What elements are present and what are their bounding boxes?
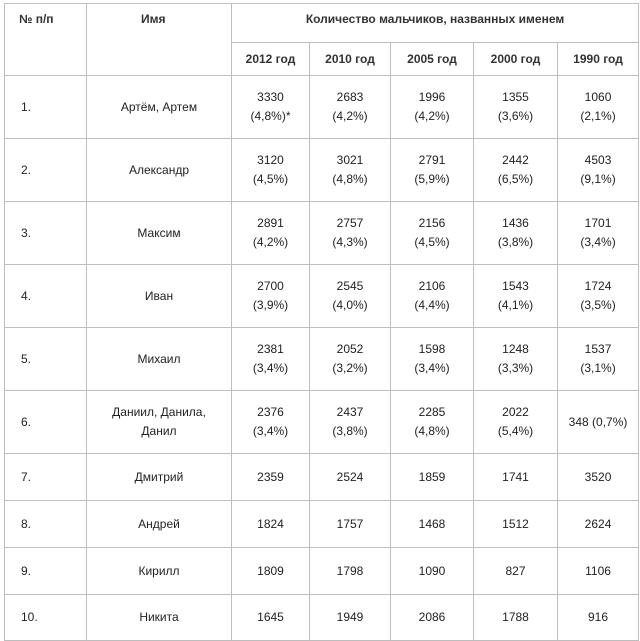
count-cell — [232, 139, 310, 202]
count-value: 2757 — [336, 216, 364, 230]
name-cell — [87, 328, 232, 391]
header-name: Имя — [87, 4, 232, 76]
count-cell — [391, 265, 474, 328]
table-row — [5, 328, 639, 391]
count-percent: (3,4%) — [252, 424, 289, 438]
count-value: 1436 — [502, 216, 529, 230]
count-value: 2683 — [336, 90, 364, 104]
count-value: 2359 — [257, 469, 284, 484]
count-cell — [310, 548, 391, 595]
count-percent: (2,1%) — [580, 109, 616, 123]
count-value: 1645 — [257, 610, 284, 624]
count-cell — [310, 501, 391, 548]
name-text: Никита — [139, 610, 179, 624]
name-cell — [87, 265, 232, 328]
count-value: 1741 — [502, 469, 529, 484]
count-percent: (3,2%) — [332, 361, 368, 375]
count-percent: (3,8%) — [497, 235, 534, 249]
row-number: 6. — [5, 391, 87, 454]
count-cell — [391, 548, 474, 595]
count-percent: (4,8%) — [332, 172, 368, 186]
header-group: Количество мальчиков, названных именем — [232, 4, 639, 43]
count-percent: (4,5%) — [252, 172, 289, 186]
table-row — [5, 454, 639, 501]
count-value: 1788 — [502, 610, 529, 624]
name-text: Андрей — [138, 516, 180, 531]
name-text: Даниил, Данила, — [112, 405, 206, 419]
name-cell — [87, 139, 232, 202]
count-percent: (4,0%) — [332, 298, 368, 312]
count-value: 1537 — [584, 342, 612, 356]
count-value: 2442 — [502, 153, 529, 167]
count-value: 2791 — [418, 153, 446, 167]
count-value: 1355 — [502, 90, 529, 104]
count-percent: (4,4%) — [414, 298, 450, 312]
count-percent: (3,5%) — [580, 298, 616, 312]
count-percent: (4,5%) — [414, 235, 450, 249]
count-value: 1512 — [502, 516, 529, 531]
count-value: 2545 — [336, 279, 364, 293]
count-percent: (9,1%) — [580, 172, 616, 186]
row-number: 9. — [5, 548, 87, 595]
row-number: 4. — [5, 265, 87, 328]
count-value: 1248 — [502, 342, 529, 356]
row-number: 2. — [5, 139, 87, 202]
count-cell — [558, 202, 639, 265]
count-cell — [310, 202, 391, 265]
count-percent: (3,8%) — [332, 424, 368, 438]
count-cell — [232, 548, 310, 595]
count-percent: (5,9%) — [414, 172, 450, 186]
count-value: 2700 — [257, 279, 284, 293]
row-number: 1. — [5, 76, 87, 139]
name-text: Максим — [137, 225, 181, 240]
count-value: 1060 — [584, 90, 612, 104]
count-cell — [391, 595, 474, 641]
count-value: 2624 — [584, 516, 612, 531]
count-cell — [310, 265, 391, 328]
count-cell — [232, 595, 310, 641]
header-num: № п/п — [5, 4, 87, 76]
count-percent: (3,9%) — [252, 298, 289, 312]
count-cell — [232, 202, 310, 265]
count-percent: (3,4%) — [580, 235, 616, 249]
count-cell — [391, 76, 474, 139]
count-value: 2086 — [418, 610, 446, 624]
names-table — [4, 3, 639, 641]
name-text: Артём, Артем — [120, 99, 198, 114]
name-cell — [87, 595, 232, 641]
count-value: 2106 — [418, 279, 446, 293]
count-cell — [474, 139, 558, 202]
count-cell — [558, 501, 639, 548]
count-cell — [474, 548, 558, 595]
count-value: 1598 — [418, 342, 446, 356]
count-value: 1090 — [418, 563, 446, 578]
count-cell — [232, 501, 310, 548]
count-cell — [310, 391, 391, 454]
header-year: 2000 год — [474, 43, 558, 76]
count-value: 2437 — [336, 405, 364, 419]
count-percent: (4,1%) — [497, 298, 534, 312]
name-text: Данил — [141, 424, 177, 438]
header-year: 1990 год — [558, 43, 639, 76]
table-row — [5, 548, 639, 595]
count-value: 1543 — [502, 279, 529, 293]
count-cell — [310, 595, 391, 641]
row-number: 3. — [5, 202, 87, 265]
table-row — [5, 501, 639, 548]
row-number: 10. — [5, 595, 87, 641]
table-row — [5, 76, 639, 139]
count-cell — [474, 501, 558, 548]
count-value: 3330 — [257, 90, 284, 104]
count-value: 1757 — [336, 516, 364, 531]
table-row — [5, 139, 639, 202]
count-cell — [558, 328, 639, 391]
count-cell — [391, 328, 474, 391]
name-cell — [87, 202, 232, 265]
name-text: Кирилл — [138, 563, 180, 578]
row-number: 8. — [5, 501, 87, 548]
count-value: 1859 — [418, 469, 446, 484]
count-percent: (4,2%) — [252, 235, 289, 249]
count-cell — [232, 391, 310, 454]
count-value: 1468 — [418, 516, 446, 531]
count-percent: (4,8%)* — [250, 109, 291, 123]
count-value: 2022 — [502, 405, 529, 419]
count-cell — [558, 76, 639, 139]
count-cell — [558, 548, 639, 595]
count-cell — [558, 595, 639, 641]
count-value: 1809 — [257, 563, 284, 578]
name-cell — [87, 76, 232, 139]
count-cell — [558, 454, 639, 501]
row-number: 5. — [5, 328, 87, 391]
count-cell — [232, 328, 310, 391]
count-percent: (3,6%) — [497, 109, 534, 123]
name-text: Михаил — [137, 351, 181, 366]
count-value: 3520 — [584, 469, 612, 484]
count-percent: (5,4%) — [497, 424, 534, 438]
count-cell — [391, 202, 474, 265]
count-percent: (4,3%) — [332, 235, 368, 249]
name-cell — [87, 454, 232, 501]
count-percent: (4,8%) — [414, 424, 450, 438]
count-percent: (3,1%) — [580, 361, 616, 375]
count-cell — [474, 202, 558, 265]
count-value: 2285 — [418, 405, 446, 419]
count-cell — [474, 76, 558, 139]
count-value: 2381 — [257, 342, 284, 356]
count-value: 1824 — [257, 516, 284, 531]
count-value: 3021 — [336, 153, 364, 167]
count-cell — [310, 454, 391, 501]
count-cell — [310, 76, 391, 139]
count-cell — [474, 265, 558, 328]
count-percent: (4,2%) — [414, 109, 450, 123]
count-percent: (3,4%) — [252, 361, 289, 375]
table-row — [5, 391, 639, 454]
count-value: 1724 — [584, 279, 612, 293]
table-body — [5, 76, 639, 641]
count-cell — [474, 595, 558, 641]
name-text: Иван — [144, 288, 174, 303]
count-value: 2524 — [336, 469, 364, 484]
count-cell — [474, 454, 558, 501]
count-cell — [558, 139, 639, 202]
count-percent: (6,5%) — [497, 172, 534, 186]
count-value: 2156 — [418, 216, 446, 230]
table-row — [5, 265, 639, 328]
count-cell — [391, 454, 474, 501]
count-value: 916 — [588, 610, 609, 624]
header-year: 2012 год — [232, 43, 310, 76]
count-value: 1106 — [585, 563, 611, 578]
count-value: 348 (0,7%) — [568, 414, 628, 429]
name-cell — [87, 548, 232, 595]
count-cell — [232, 76, 310, 139]
name-text: Александр — [128, 162, 190, 177]
count-value: 1949 — [336, 610, 364, 624]
count-percent: (3,4%) — [414, 361, 450, 375]
count-value: 2052 — [336, 342, 364, 356]
count-value: 1701 — [584, 216, 612, 230]
name-cell — [87, 501, 232, 548]
count-cell — [232, 265, 310, 328]
count-cell — [391, 501, 474, 548]
count-cell — [558, 391, 639, 454]
count-value: 1996 — [418, 90, 446, 104]
count-percent: (3,3%) — [497, 361, 534, 375]
count-percent: (4,2%) — [332, 109, 368, 123]
count-cell — [232, 454, 310, 501]
header-year: 2005 год — [391, 43, 474, 76]
count-cell — [558, 265, 639, 328]
name-cell — [87, 391, 232, 454]
row-number: 7. — [5, 454, 87, 501]
count-value: 2376 — [257, 405, 284, 419]
count-cell — [474, 328, 558, 391]
table-row — [5, 202, 639, 265]
count-cell — [391, 391, 474, 454]
count-cell — [310, 139, 391, 202]
header-year: 2010 год — [310, 43, 391, 76]
count-value: 2891 — [257, 216, 284, 230]
count-value: 3120 — [257, 153, 284, 167]
name-text: Дмитрий — [134, 469, 184, 484]
count-value: 4503 — [584, 153, 612, 167]
count-value: 1798 — [336, 563, 364, 578]
count-cell — [310, 328, 391, 391]
count-cell — [391, 139, 474, 202]
table-row — [5, 595, 639, 641]
count-cell — [474, 391, 558, 454]
count-value: 827 — [505, 563, 526, 578]
